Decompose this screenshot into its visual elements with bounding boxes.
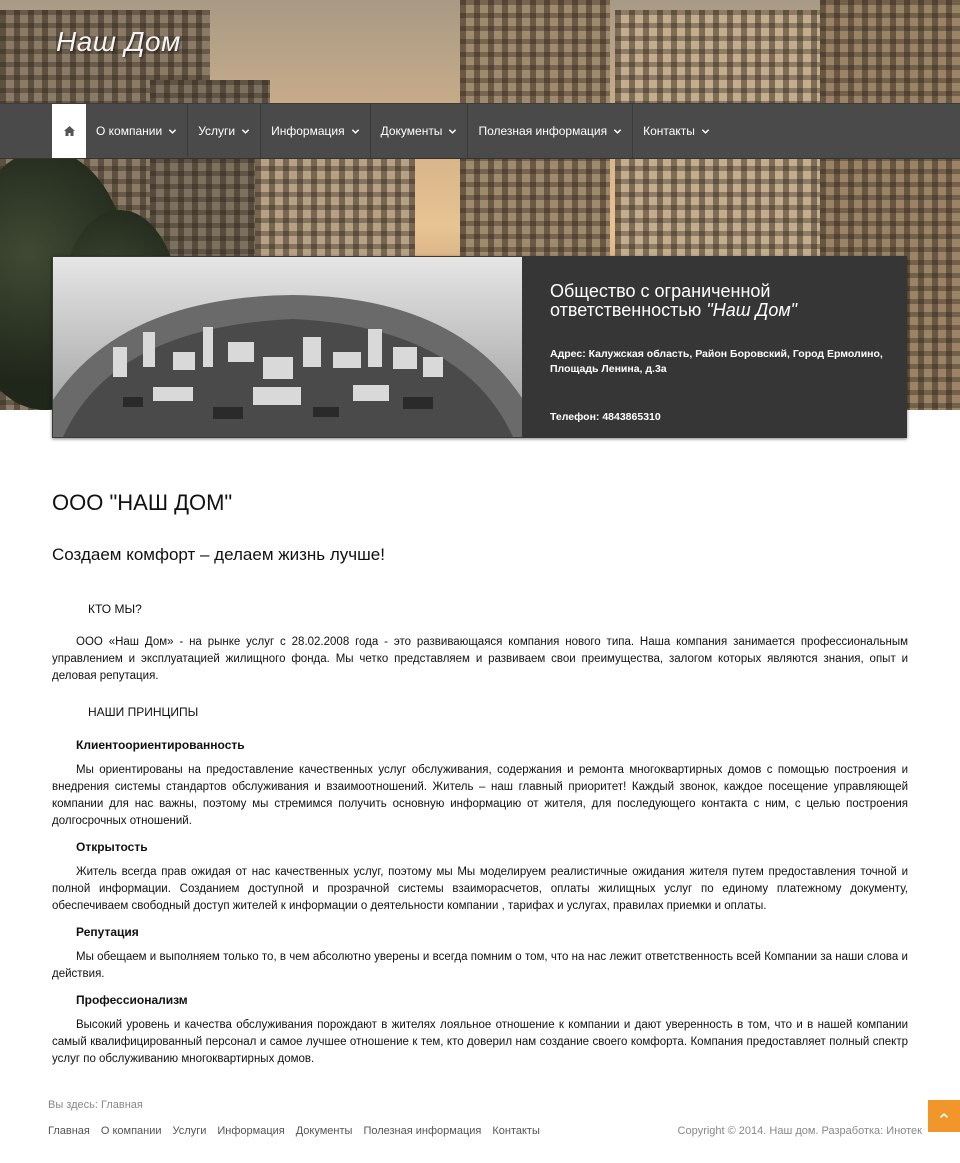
nav-item-label: Информация [271,124,345,138]
nav-item-information[interactable] [261,104,370,158]
principle-title: Клиентоориентированность [76,738,245,752]
principle-title: Открытость [76,840,148,854]
panorama-drawing [53,257,522,437]
nav-item-documents[interactable] [371,104,469,158]
nav-item-label: Полезная информация [478,124,608,138]
footer-link-contacts[interactable]: Контакты [492,1125,540,1137]
principle-title: Профессионализм [76,993,188,1007]
company-address: Адрес: Калужская область, Район Боровский, Город Ермолино, Площадь Ленина, д.3а [550,348,883,375]
nav-menu [52,104,720,158]
footer-link-services[interactable]: Услуги [172,1125,207,1137]
main-nav [0,103,960,159]
principles-heading: НАШИ ПРИНЦИПЫ [88,705,199,719]
nav-item-services[interactable] [188,104,261,158]
nav-item-label: О компании [96,124,163,138]
company-banner [52,256,907,438]
nav-item-useful-info[interactable] [468,104,633,158]
footer-link-home[interactable]: Главная [48,1125,90,1137]
company-info-panel [522,256,907,438]
principle-title: Репутация [76,925,139,939]
slogan: Создаем комфорт – делаем жизнь лучше! [52,545,385,564]
back-to-top-button[interactable] [928,1100,960,1132]
principle-text: Высокий уровень и качества обслуживания порождают в жителях лояльное отношение к компании и дают уверенность в том, что и в нашей компании самый квалифицированный персонал и самое лучшее отношение к тем, кто доверил нам создание своего комфорта. Компания предоставляет полный спектр услуг по обслуживанию многоквартирных домов. [52,1019,908,1065]
company-full-name [550,282,900,320]
nav-item-label: Услуги [198,124,236,138]
nav-item-contacts[interactable] [633,104,720,158]
copyright: Copyright © 2014. Наш дом. Разработка: Инотек [677,1125,922,1137]
footer-link-documents[interactable]: Документы [295,1125,353,1137]
nav-item-label: Документы [380,124,443,138]
principle-text: Мы ориентированы на предоставление качественных услуг обслуживания, содержания и ремонта многоквартирных домов с помощью построения и внедрения системы стандартов обслуживания и взаимоотношений. Житель – наш главный приоритет! Каждый звонок, каждое посещение управляющей компании для нас важны, поэтому мы стремимся получить основную информацию от жителя, для последующего контакта с ним, с целью построения долгосрочных отношений. [52,764,908,827]
site-title[interactable]: Наш Дом [56,26,181,57]
chevron-down-icon [701,127,710,136]
chevron-down-icon [241,127,250,136]
footer-link-useful-info[interactable]: Полезная информация [363,1125,482,1137]
city-panorama-image [53,257,522,437]
footer-nav [48,1125,551,1137]
home-icon [64,126,75,136]
breadcrumb-label: Вы здесь: [48,1099,98,1111]
chevron-down-icon [613,127,622,136]
breadcrumb-current[interactable]: Главная [101,1099,143,1111]
company-phone: Телефон: 4843865310 [550,411,661,423]
nav-item-label: Контакты [643,124,695,138]
footer-link-information[interactable]: Информация [217,1125,285,1137]
company-name-prefix: Общество с ограниченной ответственностью [550,281,771,320]
company-name-emphasis: "Наш Дом" [706,300,798,320]
nav-item-about[interactable] [86,104,188,158]
who-we-are-heading: КТО МЫ? [88,602,142,616]
chevron-down-icon [448,127,457,136]
page-title: ООО "НАШ ДОМ" [52,490,233,515]
chevron-up-icon [939,1111,949,1121]
footer-link-about[interactable]: О компании [100,1125,162,1137]
breadcrumb [48,1099,143,1111]
principle-text: Мы обещаем и выполняем только то, в чем абсолютно уверены и всегда помним о том, что на нас лежит ответственность всей Компании за наши слова и действия. [52,951,908,980]
chevron-down-icon [168,127,177,136]
chevron-down-icon [351,127,360,136]
principle-text: Житель всегда прав ожидая от нас качественных услуг, поэтому мы Мы моделируем реалистичные ожидания жителя путем предоставления точной и полной информации. Созданием доступной и прозрачной системы взаиморасчетов, оплаты жилищных услуг по единому платежному документу, обеспечиваем свободный доступ жителей к информации о деятельности компании , тарифах и услугах, правилах приемки и оплаты. [52,866,908,912]
nav-home-button[interactable] [52,104,86,158]
who-we-are-text: ООО «Наш Дом» - на рынке услуг с 28.02.2008 года - это развивающаяся компания нового типа. Наша компания занимается профессиональным управлением и эксплуатацией жилищного фонда. Мы четко представляем и развиваем свои преимущества, залогом которых являются знания, опыт и деловая репутация. [52,636,908,682]
